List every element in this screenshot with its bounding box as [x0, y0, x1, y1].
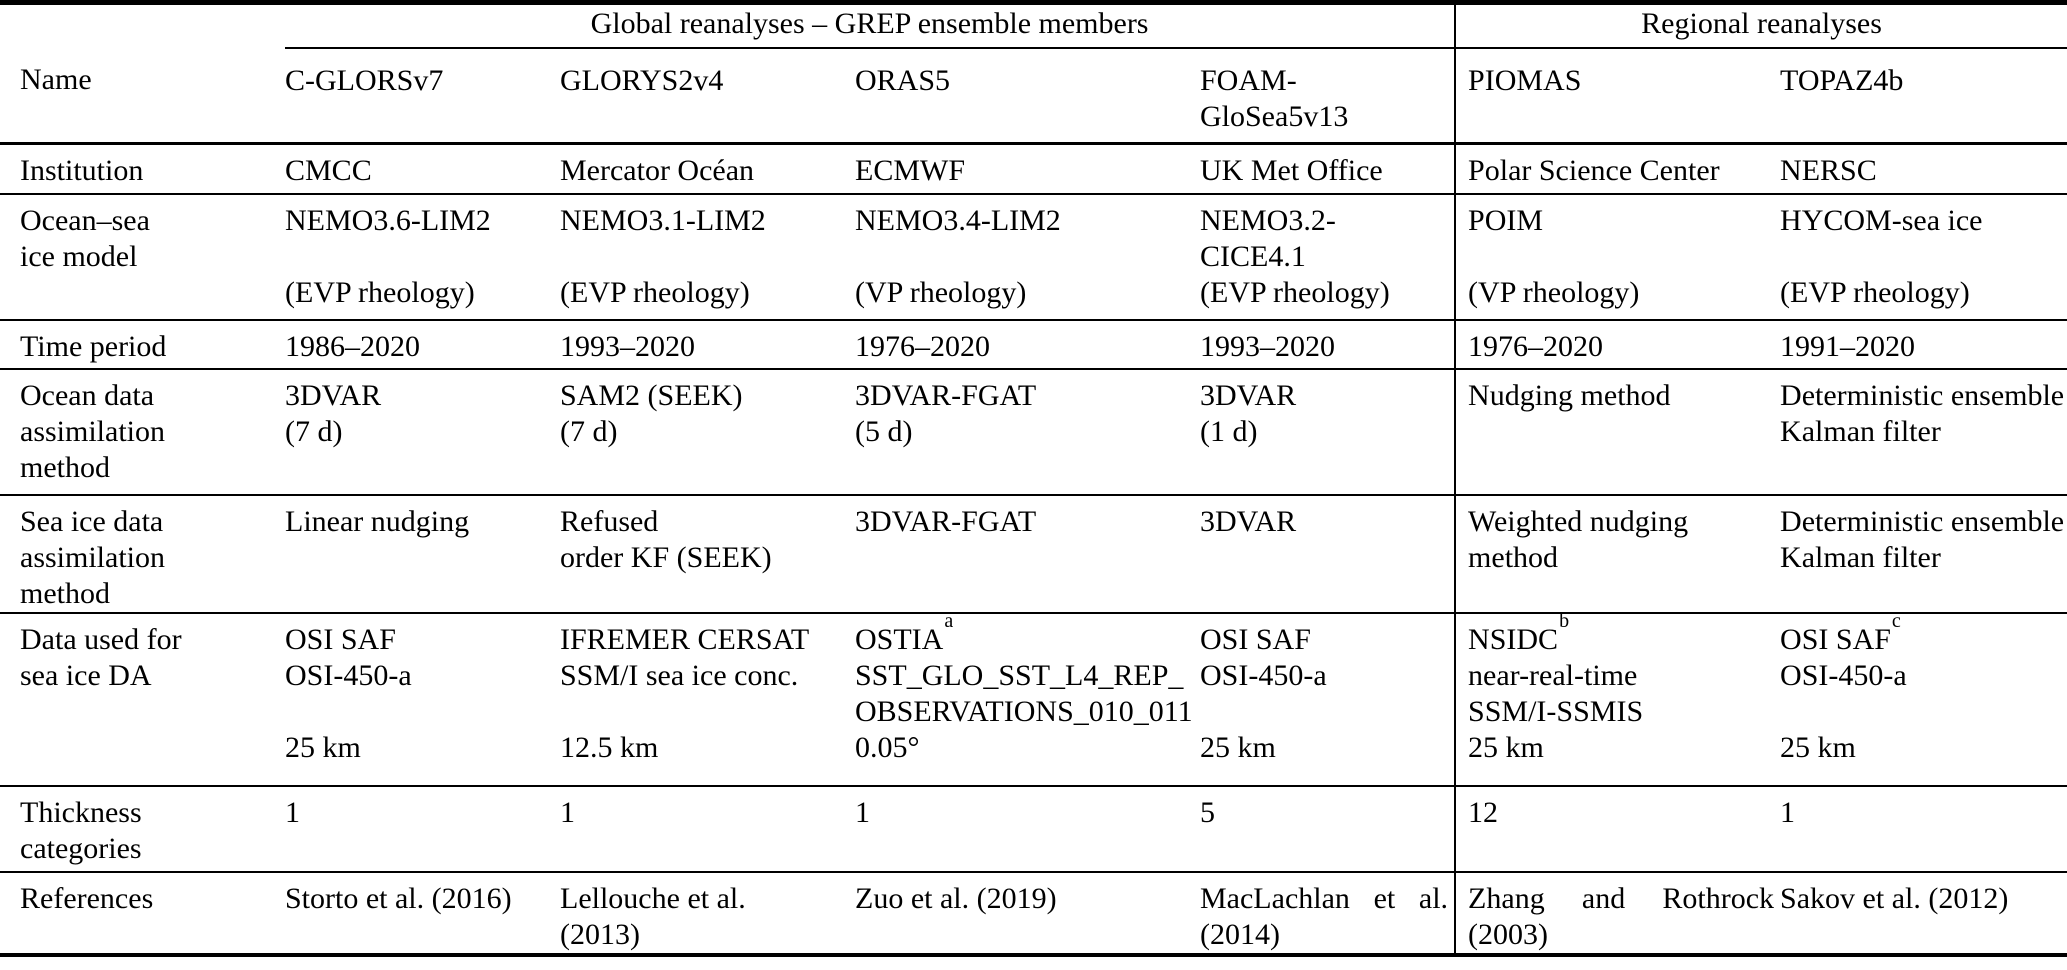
cell-line: 3DVAR — [1200, 378, 1297, 412]
cell-line: OSI-450-a — [1780, 658, 1907, 692]
cell-line: 12 — [1468, 795, 1499, 829]
cell-line: 1 — [285, 795, 300, 829]
table-cell — [285, 613, 560, 786]
cell-line: SAM2 (SEEK) — [560, 378, 743, 412]
table-cell — [560, 369, 855, 495]
cell-line: (VP rheology) — [855, 275, 1027, 309]
cell-line: Polar Science Center — [1468, 154, 1720, 187]
cell-line — [1780, 239, 2061, 275]
table-cell — [855, 144, 1200, 194]
cell-line: 0.05° — [855, 730, 920, 764]
cell-line: near-real-time — [1468, 658, 1638, 692]
table-row — [0, 48, 2067, 144]
cell-line: 3DVAR-FGAT — [855, 504, 1037, 538]
cell-line: TOPAZ4b — [1780, 63, 1904, 97]
cell-line: categories — [20, 831, 142, 865]
cell-line: OSI SAF$^c$ — [1780, 609, 1901, 656]
table-cell — [560, 872, 855, 955]
cell-line: SST_GLO_SST_L4_REP_ — [855, 658, 1184, 692]
table-head — [0, 3, 2067, 48]
cell-line: (2003) — [1468, 917, 1549, 951]
superscript-note-marker: c — [1891, 609, 1901, 632]
cell-line: assimilation — [20, 414, 165, 448]
cell-line: (EVP rheology) — [560, 275, 750, 309]
cell-line: PIOMAS — [1468, 63, 1582, 97]
cell-line: Time period — [20, 329, 167, 363]
group-header-global-reanalyses: Global reanalyses – GREP ensemble members — [285, 3, 1455, 48]
cell-line: NSIDC$^b$ — [1468, 609, 1570, 656]
table-cell — [1200, 872, 1455, 955]
table-cell — [1200, 786, 1455, 872]
cell-line: OSI-450-a — [285, 658, 412, 692]
cell-line: Zhang and Rothrock — [1468, 881, 1775, 915]
cell-line: UK Met Office — [1200, 154, 1383, 187]
cell-line: method — [1468, 540, 1559, 574]
table-cell — [285, 48, 560, 144]
cell-line: method — [20, 576, 110, 610]
table-cell — [855, 48, 1200, 144]
table-cell — [1780, 872, 2067, 955]
table-cell — [1455, 369, 1780, 495]
cell-line: Refused — [560, 504, 659, 538]
cell-line: OSI-450-a — [1200, 658, 1327, 692]
cell-line: ORAS5 — [855, 63, 951, 97]
cell-line: (5 d) — [855, 414, 913, 448]
table-cell — [1455, 786, 1780, 872]
table-row — [0, 786, 2067, 872]
table-cell — [1780, 320, 2067, 369]
table-cell — [285, 194, 560, 320]
table-cell — [1455, 872, 1780, 955]
cell-line: 1991–2020 — [1780, 329, 1916, 363]
cell-line: GLORYS2v4 — [560, 63, 724, 97]
cell-line — [855, 239, 1194, 275]
table-row — [0, 613, 2067, 786]
group-header-regional-reanalyses: Regional reanalyses — [1455, 3, 2067, 48]
cell-line: method — [20, 450, 110, 484]
cell-line: Thickness — [20, 795, 142, 829]
cell-line: sea ice DA — [20, 658, 152, 692]
table-cell — [855, 495, 1200, 613]
table-cell — [1780, 786, 2067, 872]
cell-line: OSTIA$^a$ — [855, 609, 954, 656]
table-cell — [560, 144, 855, 194]
table-cell — [1780, 369, 2067, 495]
cell-line: SSM/I sea ice conc. — [560, 658, 799, 692]
row-label — [0, 613, 285, 786]
row-label — [0, 48, 285, 144]
table-cell — [285, 144, 560, 194]
cell-line: FOAM- — [1200, 63, 1297, 97]
table-cell — [1200, 369, 1455, 495]
cell-line: SSM/I-SSMIS — [1468, 694, 1644, 728]
table-cell — [1200, 48, 1455, 144]
table-row — [0, 144, 2067, 194]
table-cell — [560, 48, 855, 144]
table-cell — [1780, 495, 2067, 613]
cell-line: 3DVAR-FGAT — [855, 378, 1037, 412]
table-cell — [855, 609, 1200, 786]
table-cell — [285, 320, 560, 369]
cell-line: NERSC — [1780, 154, 1877, 187]
table-body — [0, 48, 2067, 955]
cell-line — [285, 239, 554, 275]
table-cell — [1200, 613, 1455, 786]
cell-line: (7 d) — [285, 414, 343, 448]
cell-line: order KF (SEEK) — [560, 540, 772, 574]
table-cell — [560, 194, 855, 320]
cell-line: MacLachlan et al. — [1200, 881, 1449, 915]
cell-line: References — [20, 881, 154, 915]
cell-line: 25 km — [1468, 730, 1544, 764]
cell-line: (EVP rheology) — [1780, 275, 1970, 309]
cell-line: Kalman filter — [1780, 414, 1941, 448]
cell-line: NEMO3.4-LIM2 — [855, 203, 1061, 237]
cell-line: C-GLORSv7 — [285, 63, 444, 97]
table-cell — [285, 495, 560, 613]
table-cell — [285, 786, 560, 872]
cell-line — [285, 694, 554, 730]
cell-line: assimilation — [20, 540, 165, 574]
cell-line: 25 km — [285, 730, 361, 764]
table-cell — [560, 320, 855, 369]
table-cell — [855, 872, 1200, 955]
group-header-row — [0, 3, 2067, 48]
table-cell — [1200, 144, 1455, 194]
table-cell — [560, 495, 855, 613]
cell-line: Storto et al. (2016) — [285, 881, 512, 915]
table-cell — [1780, 48, 2067, 144]
cell-line: 1 — [855, 795, 870, 829]
cell-line: ECMWF — [855, 154, 966, 187]
cell-line: (EVP rheology) — [1200, 275, 1390, 309]
table-cell — [1200, 194, 1455, 320]
cell-line — [1200, 694, 1448, 730]
group-header-spacer — [0, 3, 285, 48]
table-cell — [1200, 495, 1455, 613]
cell-line: Sakov et al. (2012) — [1780, 881, 2009, 915]
table-cell — [1780, 144, 2067, 194]
row-label — [0, 194, 285, 320]
cell-line: Deterministic ensemble — [1780, 504, 2065, 538]
cell-line: 1976–2020 — [1468, 329, 1604, 363]
row-label — [0, 495, 285, 613]
cell-line: Lellouche et al. — [560, 881, 746, 915]
superscript-note-marker: a — [944, 609, 954, 632]
cell-line: Sea ice data — [20, 504, 164, 538]
table-cell — [1780, 194, 2067, 320]
cell-line: NEMO3.6-LIM2 — [285, 203, 491, 237]
cell-line: Ocean–sea — [20, 203, 150, 237]
table-row — [0, 320, 2067, 369]
cell-line: Data used for — [20, 622, 182, 656]
cell-line: IFREMER CERSAT — [560, 622, 810, 656]
cell-line: (EVP rheology) — [285, 275, 475, 309]
cell-line: (2014) — [1200, 917, 1280, 951]
row-label — [0, 786, 285, 872]
cell-line — [1780, 694, 2061, 730]
cell-line: 25 km — [1200, 730, 1276, 764]
cell-line — [560, 694, 849, 730]
table-cell — [285, 369, 560, 495]
cell-line: OSI SAF — [285, 622, 396, 656]
cell-line: 1 — [560, 795, 575, 829]
table-cell — [1455, 48, 1780, 144]
cell-line: 1993–2020 — [560, 329, 695, 363]
cell-line: Zuo et al. (2019) — [855, 881, 1057, 915]
cell-line: 1993–2020 — [1200, 329, 1335, 363]
table-cell — [855, 369, 1200, 495]
table-cell — [1455, 194, 1780, 320]
table-cell — [1780, 609, 2067, 786]
cell-line: ice model — [20, 239, 138, 273]
cell-line: Ocean data — [20, 378, 155, 412]
cell-line — [560, 239, 849, 275]
cell-line: 1 — [1780, 795, 1796, 829]
cell-line: Nudging method — [1468, 378, 1671, 412]
superscript-note-marker: b — [1559, 609, 1570, 632]
table-cell — [855, 320, 1200, 369]
cell-line: (1 d) — [1200, 414, 1258, 448]
cell-line: CICE4.1 — [1200, 239, 1306, 273]
table-cell — [855, 786, 1200, 872]
table-cell — [1455, 144, 1780, 194]
table-cell — [285, 872, 560, 955]
cell-line: Institution — [20, 154, 144, 187]
table-row — [0, 495, 2067, 613]
cell-line: HYCOM-sea ice — [1780, 203, 1983, 237]
table-cell — [1455, 320, 1780, 369]
cell-line: 1976–2020 — [855, 329, 990, 363]
table-row — [0, 872, 2067, 955]
table-cell — [1455, 609, 1780, 786]
cell-line — [1468, 239, 1774, 275]
row-label — [0, 144, 285, 194]
cell-line: POIM — [1468, 203, 1544, 237]
cell-line: 3DVAR — [285, 378, 382, 412]
cell-line: OBSERVATIONS_010_011 — [855, 694, 1193, 728]
cell-line: Name — [20, 62, 92, 96]
table-row — [0, 194, 2067, 320]
cell-line: 1986–2020 — [285, 329, 420, 363]
row-label — [0, 369, 285, 495]
row-label — [0, 320, 285, 369]
cell-line: Deterministic ensemble — [1780, 378, 2065, 412]
cell-line: CMCC — [285, 154, 372, 187]
cell-line: (2013) — [560, 917, 640, 951]
cell-line: GloSea5v13 — [1200, 99, 1349, 133]
table-cell — [855, 194, 1200, 320]
cell-line: NEMO3.1-LIM2 — [560, 203, 766, 237]
cell-line: (VP rheology) — [1468, 275, 1640, 309]
table-row — [0, 369, 2067, 495]
table-cell — [1455, 495, 1780, 613]
table-cell — [560, 613, 855, 786]
cell-line: 12.5 km — [560, 730, 659, 764]
table-cell — [1200, 320, 1455, 369]
table-cell — [560, 786, 855, 872]
row-label — [0, 872, 285, 955]
cell-line: OSI SAF — [1200, 622, 1311, 656]
cell-line: (7 d) — [560, 414, 618, 448]
cell-line: Linear nudging — [285, 504, 470, 538]
cell-line: NEMO3.2- — [1200, 203, 1336, 237]
cell-line: 3DVAR — [1200, 504, 1297, 538]
cell-line: Weighted nudging — [1468, 504, 1689, 538]
cell-line: 5 — [1200, 795, 1215, 829]
cell-line: 25 km — [1780, 730, 1856, 764]
cell-line: Mercator Océan — [560, 154, 755, 187]
cell-line: Kalman filter — [1780, 540, 1941, 574]
